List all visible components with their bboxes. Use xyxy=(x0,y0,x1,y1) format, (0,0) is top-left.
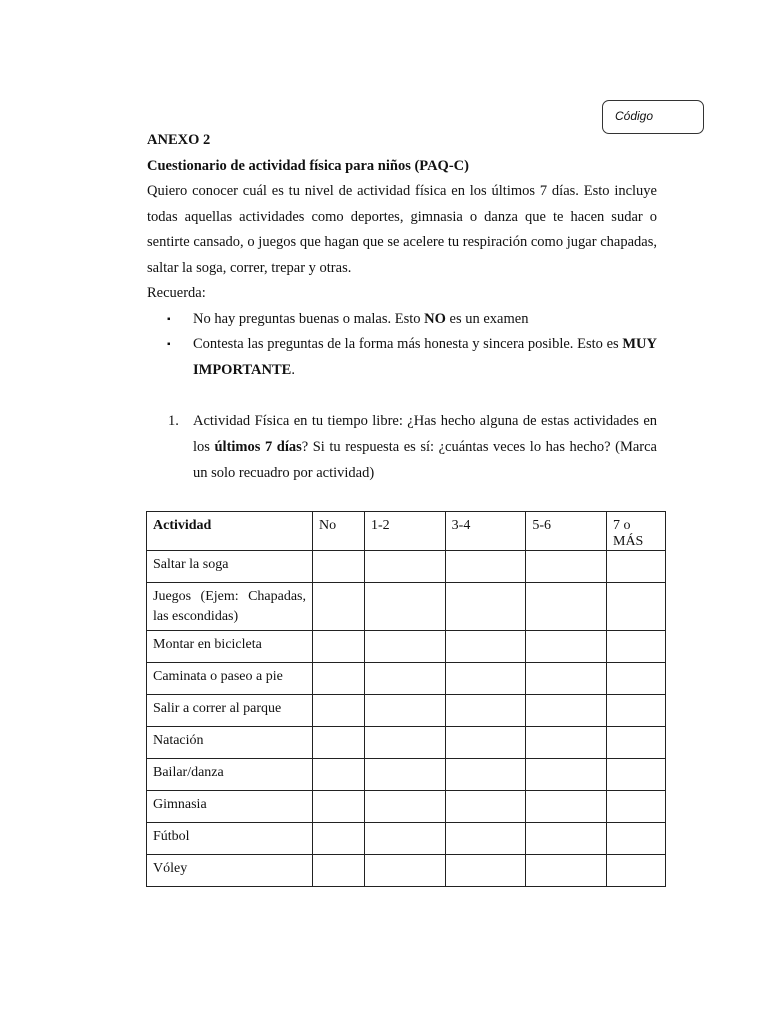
activity-name: Gimnasia xyxy=(147,791,313,823)
header-5-6: 5-6 xyxy=(526,512,607,551)
table-row xyxy=(147,551,666,583)
answer-cell[interactable] xyxy=(607,551,666,583)
answer-cell[interactable] xyxy=(313,551,365,583)
answer-cell[interactable] xyxy=(313,583,365,631)
answer-cell[interactable] xyxy=(526,823,607,855)
table-row xyxy=(147,663,666,695)
answer-cell[interactable] xyxy=(526,759,607,791)
answer-cell[interactable] xyxy=(445,583,526,631)
answer-cell[interactable] xyxy=(445,727,526,759)
answer-cell[interactable] xyxy=(607,727,666,759)
answer-cell[interactable] xyxy=(313,759,365,791)
table-header-row xyxy=(147,512,666,551)
header-3-4: 3-4 xyxy=(445,512,526,551)
question-number: 1. xyxy=(168,413,179,429)
answer-cell[interactable] xyxy=(365,583,446,631)
answer-cell[interactable] xyxy=(445,631,526,663)
answer-cell[interactable] xyxy=(365,695,446,727)
answer-cell[interactable] xyxy=(445,759,526,791)
answer-cell[interactable] xyxy=(313,663,365,695)
answer-cell[interactable] xyxy=(365,551,446,583)
answer-cell[interactable] xyxy=(313,631,365,663)
activity-name: Vóley xyxy=(147,855,313,887)
answer-cell[interactable] xyxy=(526,631,607,663)
answer-cell[interactable] xyxy=(365,791,446,823)
table-row xyxy=(147,631,666,663)
answer-cell[interactable] xyxy=(607,823,666,855)
activity-table xyxy=(146,511,666,887)
answer-cell[interactable] xyxy=(526,855,607,887)
annex-heading: ANEXO 2 xyxy=(147,132,211,148)
activity-name: Fútbol xyxy=(147,823,313,855)
answer-cell[interactable] xyxy=(526,791,607,823)
table-row xyxy=(147,791,666,823)
answer-cell[interactable] xyxy=(313,727,365,759)
intro-paragraph: Quiero conocer cuál es tu nivel de actividad física en los últimos 7 días. Esto incluye todas aquellas actividades como deportes, gimnasia o danza que te hacen sudar o sentirte cansado, o juegos que hagan que se acelere tu respiración como jugar chapadas, saltar la soga, correr, trepar y otras. xyxy=(147,183,657,276)
answer-cell[interactable] xyxy=(445,855,526,887)
instruction-list xyxy=(147,307,657,384)
answer-cell[interactable] xyxy=(607,583,666,631)
answer-cell[interactable] xyxy=(526,551,607,583)
instruction-item: ▪ No hay preguntas buenas o malas. Esto NO es un examen xyxy=(147,307,657,333)
answer-cell[interactable] xyxy=(526,663,607,695)
answer-cell[interactable] xyxy=(445,823,526,855)
answer-cell[interactable] xyxy=(313,823,365,855)
answer-cell[interactable] xyxy=(526,583,607,631)
activity-name: Caminata o paseo a pie xyxy=(147,663,313,695)
answer-cell[interactable] xyxy=(607,663,666,695)
table-row xyxy=(147,855,666,887)
activity-name: Bailar/danza xyxy=(147,759,313,791)
bullet-square-icon: ▪ xyxy=(167,313,171,325)
header-1-2: 1-2 xyxy=(365,512,446,551)
answer-cell[interactable] xyxy=(365,759,446,791)
table-row xyxy=(147,695,666,727)
answer-cell[interactable] xyxy=(445,695,526,727)
activity-name: Montar en bicicleta xyxy=(147,631,313,663)
table-row xyxy=(147,583,666,631)
answer-cell[interactable] xyxy=(607,855,666,887)
answer-cell[interactable] xyxy=(313,855,365,887)
table-row xyxy=(147,823,666,855)
answer-cell[interactable] xyxy=(526,695,607,727)
answer-cell[interactable] xyxy=(607,791,666,823)
activity-name: Salir a correr al parque xyxy=(147,695,313,727)
answer-cell[interactable] xyxy=(365,631,446,663)
answer-cell[interactable] xyxy=(365,663,446,695)
table-row xyxy=(147,727,666,759)
answer-cell[interactable] xyxy=(365,855,446,887)
answer-cell[interactable] xyxy=(607,759,666,791)
question-1: 1. Actividad Física en tu tiempo libre: ¿Has hecho alguna de estas actividades en los últimos 7 días? Si tu respuesta es sí: ¿cuántas veces lo has hecho? (Marca un solo recuadro por actividad) xyxy=(147,408,657,486)
activity-name: Natación xyxy=(147,727,313,759)
table-row xyxy=(147,759,666,791)
answer-cell[interactable] xyxy=(365,823,446,855)
answer-cell[interactable] xyxy=(445,791,526,823)
header-7-or-more: 7 o MÁS xyxy=(607,512,666,551)
answer-cell[interactable] xyxy=(526,727,607,759)
answer-cell[interactable] xyxy=(607,631,666,663)
answer-cell[interactable] xyxy=(313,695,365,727)
instruction-item: ▪ Contesta las preguntas de la forma más honesta y sincera posible. Esto es MUY IMPORTANTE. xyxy=(147,332,657,383)
answer-cell[interactable] xyxy=(445,551,526,583)
answer-cell[interactable] xyxy=(313,791,365,823)
header-no: No xyxy=(313,512,365,551)
answer-cell[interactable] xyxy=(365,727,446,759)
answer-cell[interactable] xyxy=(607,695,666,727)
remember-label: Recuerda: xyxy=(147,285,206,301)
activity-name: Juegos (Ejem: Chapadas, las escondidas) xyxy=(147,583,313,631)
activity-name: Saltar la soga xyxy=(147,551,313,583)
code-label: Código xyxy=(615,109,654,123)
questionnaire-title: Cuestionario de actividad física para niños (PAQ-C) xyxy=(147,157,469,174)
header-activity: Actividad xyxy=(147,512,313,551)
bullet-square-icon: ▪ xyxy=(167,339,171,350)
document-body xyxy=(147,128,657,486)
answer-cell[interactable] xyxy=(445,663,526,695)
